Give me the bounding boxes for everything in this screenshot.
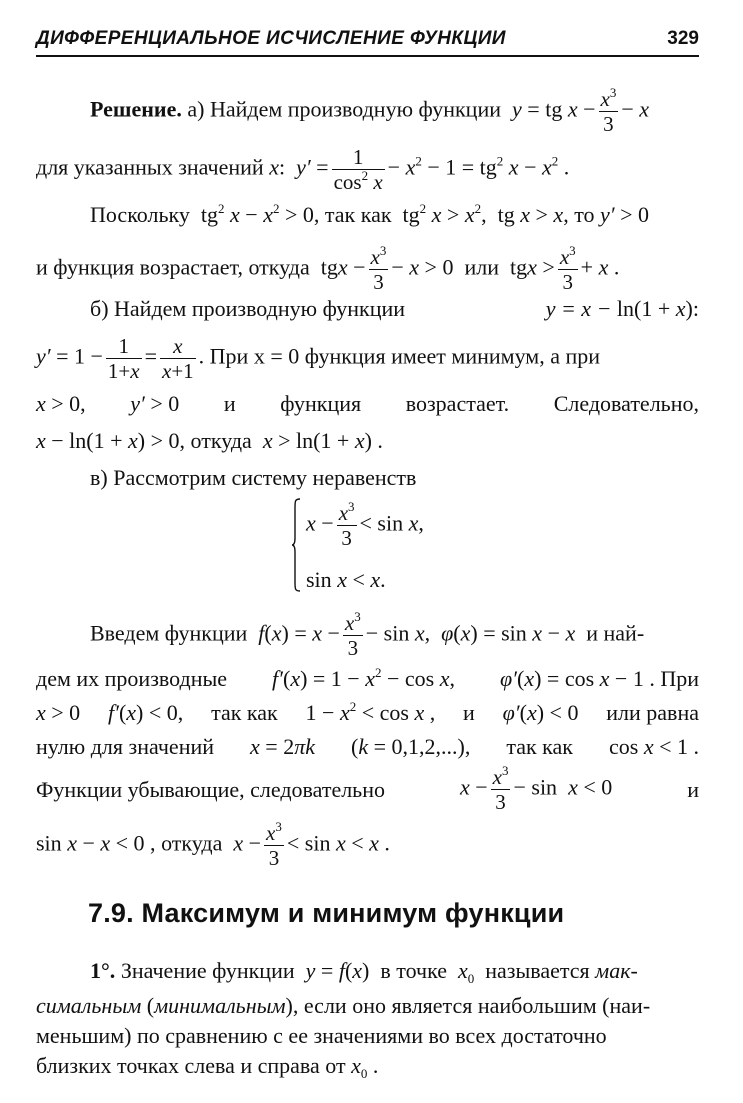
formula-derivative-a: y′: [296, 154, 311, 180]
section-title: 7.9. Максимум и минимум функции: [88, 898, 565, 928]
solution-a-line1: Решение. а) Найдем производную функции y = tg x − $\frac{x^3}{3}$ − x: [90, 85, 650, 137]
solution-c-line1: Введем функции f(x) = x − $\frac{x^3}{3}$ − sin x, φ(x) = sin x − x и най-: [90, 609, 645, 661]
solution-c-line6: sin x − x < 0 , откуда x − $\frac{x^3}{3}$ < sin x < x .: [36, 819, 390, 871]
definition-line3: меньшим) по сравнению с ее значениями во всех достаточно: [36, 1023, 607, 1048]
page-header: [36, 26, 699, 60]
running-title: ДИФФЕРЕНЦИАЛЬНОЕ ИСЧИСЛЕНИЕ ФУНКЦИИ: [36, 28, 506, 49]
inequality-system: [292, 494, 492, 594]
solution-c-line2: дем их производные $f'(x) = 1 - x^2 - \cos x$, φ′(x) = cos x − 1 . При: [36, 665, 699, 691]
definition-line4: близких точках слева и справа от $x_0$ .: [36, 1053, 379, 1081]
solution-c-line5: Функции убывающие, следовательно x − $\frac{x^3}{3}$ − sin x < 0 и: [36, 763, 699, 815]
solution-a-line3: Поскольку $tg^2$ $x - x^2 > 0$, так как $tg^2$ $x > x^2$, tg x > x, то y′ > 0: [90, 201, 650, 227]
system-row-2: sin x < x.: [306, 567, 386, 592]
solution-c-line4: нулю для значений x = 2πk (k = 0,1,2,...), так как cos x < 1 .: [36, 734, 699, 759]
solution-b-line2: y′ = 1 − $\frac{1}{1+x}$ = $\frac{x}{x+1}$ . При x = 0 функция имеет минимум, а при: [36, 334, 601, 384]
page-number: 329: [667, 28, 699, 49]
definition-line2: симальным (минимальным), если оно является наибольшим (наи-: [36, 993, 651, 1018]
solution-b-line4: x − ln(1 + x) > 0, откуда x > ln(1 + x) .: [36, 428, 383, 453]
header-rule: [36, 55, 699, 57]
text-a-intro: а) Найдем производную функции: [187, 96, 502, 122]
definition-line1: 1°. Значение функции y = f(x) в точке $x_0$ называется мак-: [90, 958, 638, 986]
left-brace-icon: [292, 498, 301, 592]
solution-c-intro: в) Рассмотрим систему неравенств: [90, 465, 417, 490]
solution-a-line4: и функция возрастает, откуда tgx − $\frac{x^3}{3}$ − x > 0 или tgx > $\frac{x^3}{3}$ + x .: [36, 243, 620, 295]
formula-function-b: y = x − ln(1 + x):: [545, 296, 699, 321]
system-row-1: x − $\frac{x^3}{3}$ < sin x,: [306, 499, 424, 551]
solution-c-line3: x > 0 f′(x) < 0, так как $1 - x^2 < \cos x$ , и φ′(x) < 0 или равна: [36, 699, 699, 725]
solution-b-line1: б) Найдем производную функции y = x − ln(1 + x):: [90, 296, 699, 321]
formula-function-a: y: [506, 96, 522, 122]
text-for-values: для указанных значений: [36, 154, 264, 180]
solution-a-line2: для указанных значений x: y′ = $\frac{1}{\cos^2 x}$ − $x^2 - 1 = tg^2$ $x - x^2$ .: [36, 145, 570, 195]
solution-label: Решение.: [90, 96, 182, 122]
solution-b-line3: x > 0, y′ > 0 и функция возрастает. Следовательно,: [36, 391, 699, 416]
